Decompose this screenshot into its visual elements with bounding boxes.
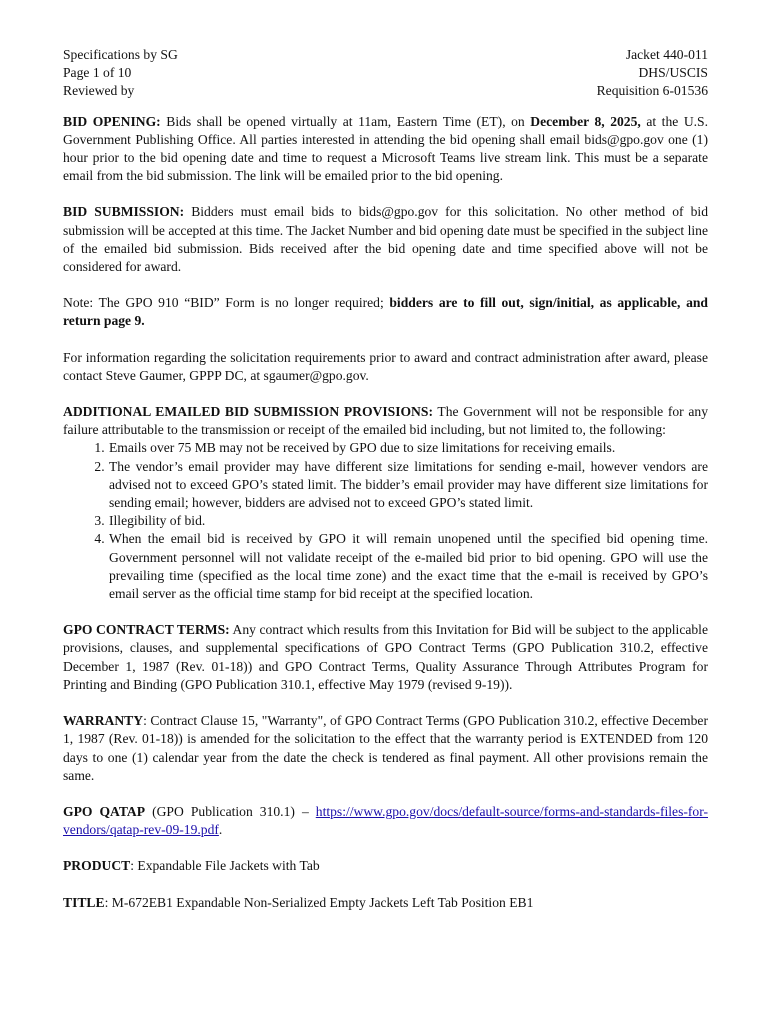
additional-provisions-text: The Government will not be responsible for any failure attributable to the transmission or receipt of the emailed bid including, but not limited to, the following: [63, 404, 708, 438]
warranty-text: : Contract Clause 15, "Warranty", of GPO Contract Terms (GPO Publication 310.2, effective December 1, 1987 (Rev. 01-18)) is amended for the solicitation to the effect that the warranty period is EXTENDED from 120 days to one (1) calendar year from the date the check is tendered as final payment. All other provisions remain the same. [63, 713, 708, 783]
qatap-paragraph [63, 803, 708, 839]
bid-submission-text: Bidders must email bids to bids@gpo.gov for this solicitation. No other method of bid submission will be accepted at this time. The Jacket Number and bid opening date must be specified in the subject line of the emailed bid submission. Bids received after the bid opening date and time specified above will not be considered for award. [63, 204, 708, 275]
bid-opening-date: December 8, 2025, [530, 113, 641, 129]
contract-terms-label: GPO CONTRACT TERMS: [63, 622, 230, 638]
additional-provisions-label: ADDITIONAL EMAILED BID SUBMISSION PROVISIONS: [63, 404, 433, 420]
page-number: Page 1 of 10 [63, 65, 132, 81]
note-paragraph [63, 294, 708, 330]
information-paragraph: For information regarding the solicitation requirements prior to award and contract administration after award, please contact Steve Gaumer, GPPP DC, at sgaumer@gpo.gov. [63, 349, 708, 383]
header-left [63, 46, 178, 101]
contract-terms-paragraph [63, 621, 708, 694]
reviewer: Reviewed by [63, 83, 135, 99]
title-paragraph [63, 894, 708, 912]
agency: DHS/USCIS [638, 65, 708, 81]
list-item: 1. Emails over 75 MB may not be received by GPO due to size limitations for receiving emails. [108, 439, 708, 457]
bid-opening-paragraph [63, 113, 708, 186]
qatap-text: (GPO Publication 310.1) – [145, 803, 316, 819]
header-right [597, 46, 708, 101]
spec-author: Specifications by SG [63, 47, 178, 62]
contract-terms-text: Any contract which results from this Invitation for Bid will be subject to the applicable provisions, clauses, and supplemental specifications of GPO Contract Terms (GPO Publication 310.2, effective December 1, 1987 (Rev. 01-18)) and GPO Contract Terms, Quality Assurance Through Attributes Program for Printing and Binding (GPO Publication 310.1, effective May 1979 (revised 9-19)). [63, 622, 708, 692]
provisions-list [63, 439, 708, 603]
list-item: 3. Illegibility of bid. [108, 512, 708, 530]
qatap-link[interactable]: https://www.gpo.gov/docs/default-source/forms-and-standards-files-for-vendors/qatap-rev-09-19.pdf [63, 803, 708, 838]
bid-submission-label: BID SUBMISSION: [63, 204, 185, 220]
bid-opening-text: Bids shall be opened virtually at 11am, Eastern Time (ET), on [160, 113, 531, 129]
jacket-number: Jacket 440-011 [625, 47, 708, 62]
additional-provisions-paragraph [63, 403, 708, 439]
list-item: 4. When the email bid is received by GPO it will remain unopened until the specified bid opening time. Government personnel will not validate receipt of the e-mailed bid prior to bid opening. GPO will use the prevailing time (specified as the local time zone) and the exact time that the e-mail is received by GPO’s email server as the official time stamp for bid receipt at the specified location. [108, 530, 708, 603]
requisition-number: Requisition 6-01536 [596, 83, 708, 99]
list-item: 2. The vendor’s email provider may have different size limitations for sending e-mail, however vendors are advised not to exceed GPO’s stated limit. The bidder’s email provider may have different size limitations for sending email; however, bidders are advised not to exceed GPO’s stated limit. [108, 458, 708, 513]
product-label: PRODUCT [63, 858, 131, 874]
product-paragraph [63, 857, 708, 875]
note-text: Note: The GPO 910 “BID” Form is no longer required; [63, 295, 390, 311]
qatap-tail: . [218, 822, 223, 838]
title-label: TITLE [63, 894, 105, 910]
product-text: : Expandable File Jackets with Tab [130, 858, 320, 874]
title-text: : M-672EB1 Expandable Non-Serialized Empty Jackets Left Tab Position EB1 [104, 894, 534, 910]
note-bold: bidders are to fill out, sign/initial, as applicable, and return page 9. [63, 295, 708, 329]
bid-opening-text-cont: at the U.S. Government Publishing Office. All parties interested in attending the bid opening shall email bids@gpo.gov one (1) hour prior to the bid opening date and time to request a Microsoft Teams live stream link. This must be a separate email from the bid submission. The link will be emailed prior to the bid opening. [63, 113, 709, 184]
bid-submission-paragraph [63, 203, 708, 276]
warranty-label: WARRANTY [63, 713, 144, 729]
bid-opening-label: BID OPENING: [63, 113, 161, 129]
page-header [63, 46, 708, 101]
warranty-paragraph [63, 712, 708, 785]
qatap-label: GPO QATAP [63, 803, 146, 819]
